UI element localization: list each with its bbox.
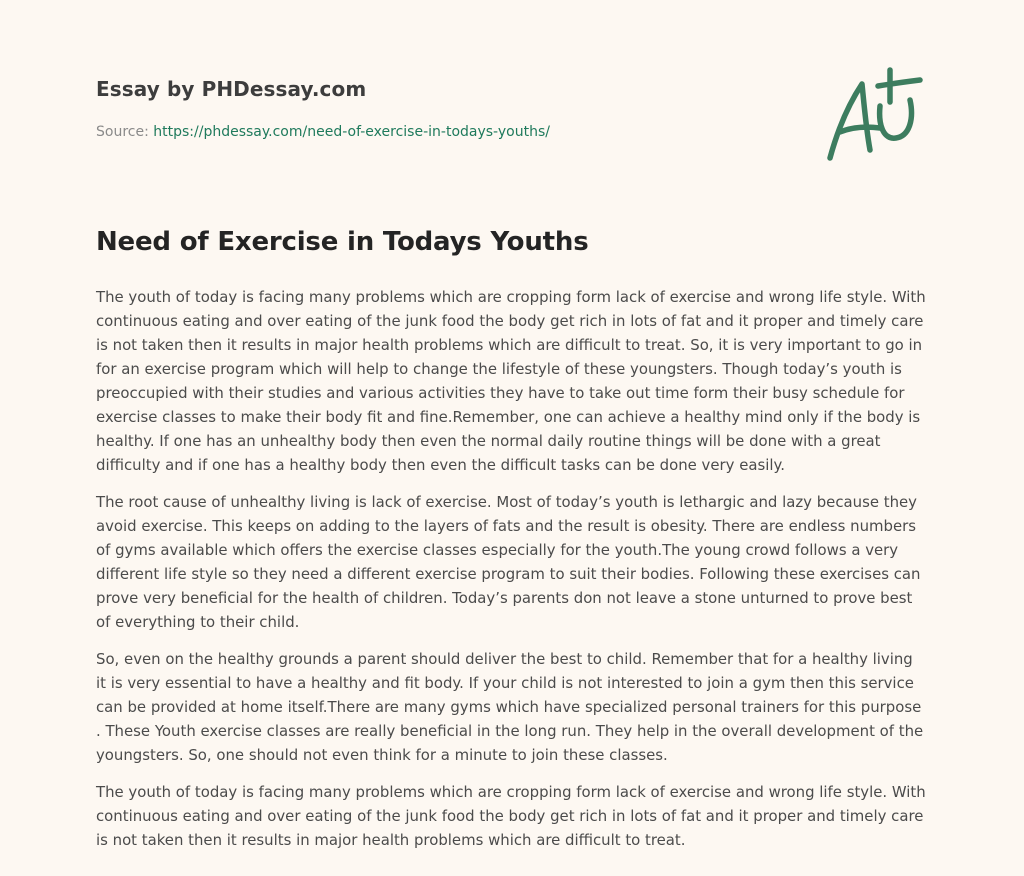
essay-paragraph: So, even on the healthy grounds a parent should deliver the best to child. Remember that for a healthy living it is very essential to have a healthy and fit body. If your child is not interested to join a gym then this service can be provided at home itself.There are many gyms which have specialized personal trainers for this purpose . These Youth exercise classes are really beneficial in the long run. They help in the overall development of the youngsters. So, one should not even think for a minute to join these classes.: [96, 650, 924, 764]
source-line: [96, 124, 550, 140]
source-label: Source:: [96, 124, 154, 140]
essay-body: [96, 285, 926, 865]
essay-paragraph: The youth of today is facing many problems which are cropping form lack of exercise and wrong life style. With continuous eating and over eating of the junk food the body get rich in lots of fat and it proper and timely care is not taken then it results in major health problems which are difficult to treat. So, it is very important to go in for an exercise program which will help to change the lifestyle of these youngsters. Though today’s youth is preoccupied with their studies and various activities they have to take out time form their busy schedule for exercise classes to make their body fit and fine.Remember, one can achieve a healthy mind only if the body is healthy. If one has an unhealthy body then even the normal daily routine things will be done with a great difficulty and if one has a healthy body then even the difficult tasks can be done very easily.: [96, 288, 926, 474]
source-link[interactable]: https://phdessay.com/need-of-exercise-in-todays-youths/: [153, 124, 550, 140]
essay-paragraph: The youth of today is facing many problems which are cropping form lack of exercise and wrong life style. With continuous eating and over eating of the junk food the body get rich in lots of fat and it proper and timely care is not taken then it results in major health problems which are difficult to treat.: [96, 783, 926, 849]
a-plus-logo-icon: [818, 66, 930, 166]
site-brand: Essay by PHDessay.com: [96, 77, 367, 101]
essay-paragraph: The root cause of unhealthy living is lack of exercise. Most of today’s youth is lethargic and lazy because they avoid exercise. This keeps on adding to the layers of fats and the result is obesity. There are endless numbers of gyms available which offers the exercise classes especially for the youth.The young crowd follows a very different life style so they need a different exercise program to suit their bodies. Following these exercises can prove very beneficial for the health of children. Today’s parents don not leave a stone unturned to prove best of everything to their child.: [96, 493, 921, 631]
essay-title: Need of Exercise in Todays Youths: [96, 227, 589, 257]
